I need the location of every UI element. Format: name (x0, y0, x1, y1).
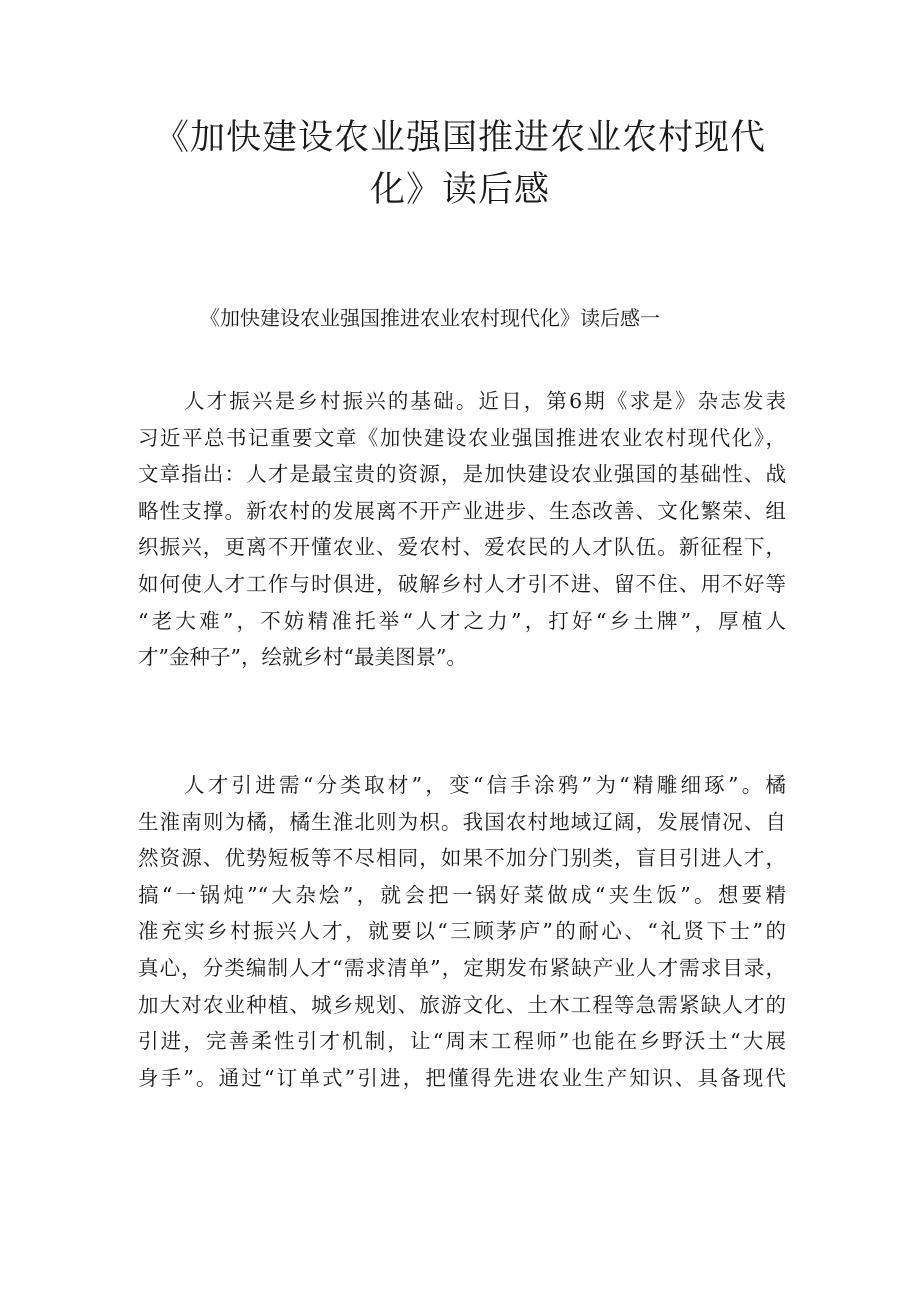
title-line: 化》读后感 (369, 170, 550, 210)
document-title (140, 112, 780, 216)
text-line: 加大对农业种植、城乡规划、旅游文化、土木工程等急需紧缺人才的 (138, 992, 786, 1017)
paragraph (138, 767, 786, 1096)
text-line: 织振兴，更离不开懂农业、爱农村、爱农民的人才队伍。新征程下， (138, 535, 786, 560)
text-line: 然资源、优势短板等不尽相同，如果不加分门别类，盲目引进人才， (138, 846, 786, 871)
text-line: 才”金种子”，绘就乡村“最美图景”。 (138, 645, 467, 670)
paragraph (138, 383, 786, 676)
text-line: 真心，分类编制人才“需求清单”，定期发布紧缺产业人才需求目录， (138, 955, 786, 980)
text-line: 如何使人才工作与时俱进，破解乡村人才引不进、留不住、用不好等 (138, 571, 786, 596)
text-line: 搞“一锅炖”“大杂烩”，就会把一锅好菜做成“夹生饭”。想要精 (138, 882, 786, 907)
text-line: 生淮南则为橘，橘生淮北则为枳。我国农村地域辽阔，发展情况、自 (138, 809, 786, 834)
text-line: 身手”。通过“订单式”引进，把懂得先进农业生产知识、具备现代 (138, 1065, 786, 1090)
text-line: 准充实乡村振兴人才，就要以“三顾茅庐”的耐心、“礼贤下士”的 (138, 919, 786, 944)
section-heading: 《加快建设农业强国推进农业农村现代化》读后感一 (200, 306, 660, 330)
text-line: 人才引进需“分类取材”，变“信手涂鸦”为“精雕细琢”。橘 (184, 773, 786, 797)
text-line: 习近平总书记重要文章《加快建设农业强国推进农业农村现代化》， (138, 425, 786, 450)
text-line: “老大难”，不妨精准托举“人才之力”，打好“乡土牌”，厚植人 (138, 608, 786, 633)
title-line: 《加快建设农业强国推进农业农村现代 (153, 118, 766, 158)
text-line: 人才振兴是乡村振兴的基础。近日，第6期《求是》杂志发表 (184, 389, 786, 413)
text-line: 文章指出：人才是最宝贵的资源，是加快建设农业强国的基础性、战 (138, 462, 786, 487)
text-line: 引进，完善柔性引才机制，让“周末工程师”也能在乡野沃土“大展 (138, 1029, 786, 1054)
text-line: 略性支撑。新农村的发展离不开产业进步、生态改善、文化繁荣、组 (138, 498, 786, 523)
